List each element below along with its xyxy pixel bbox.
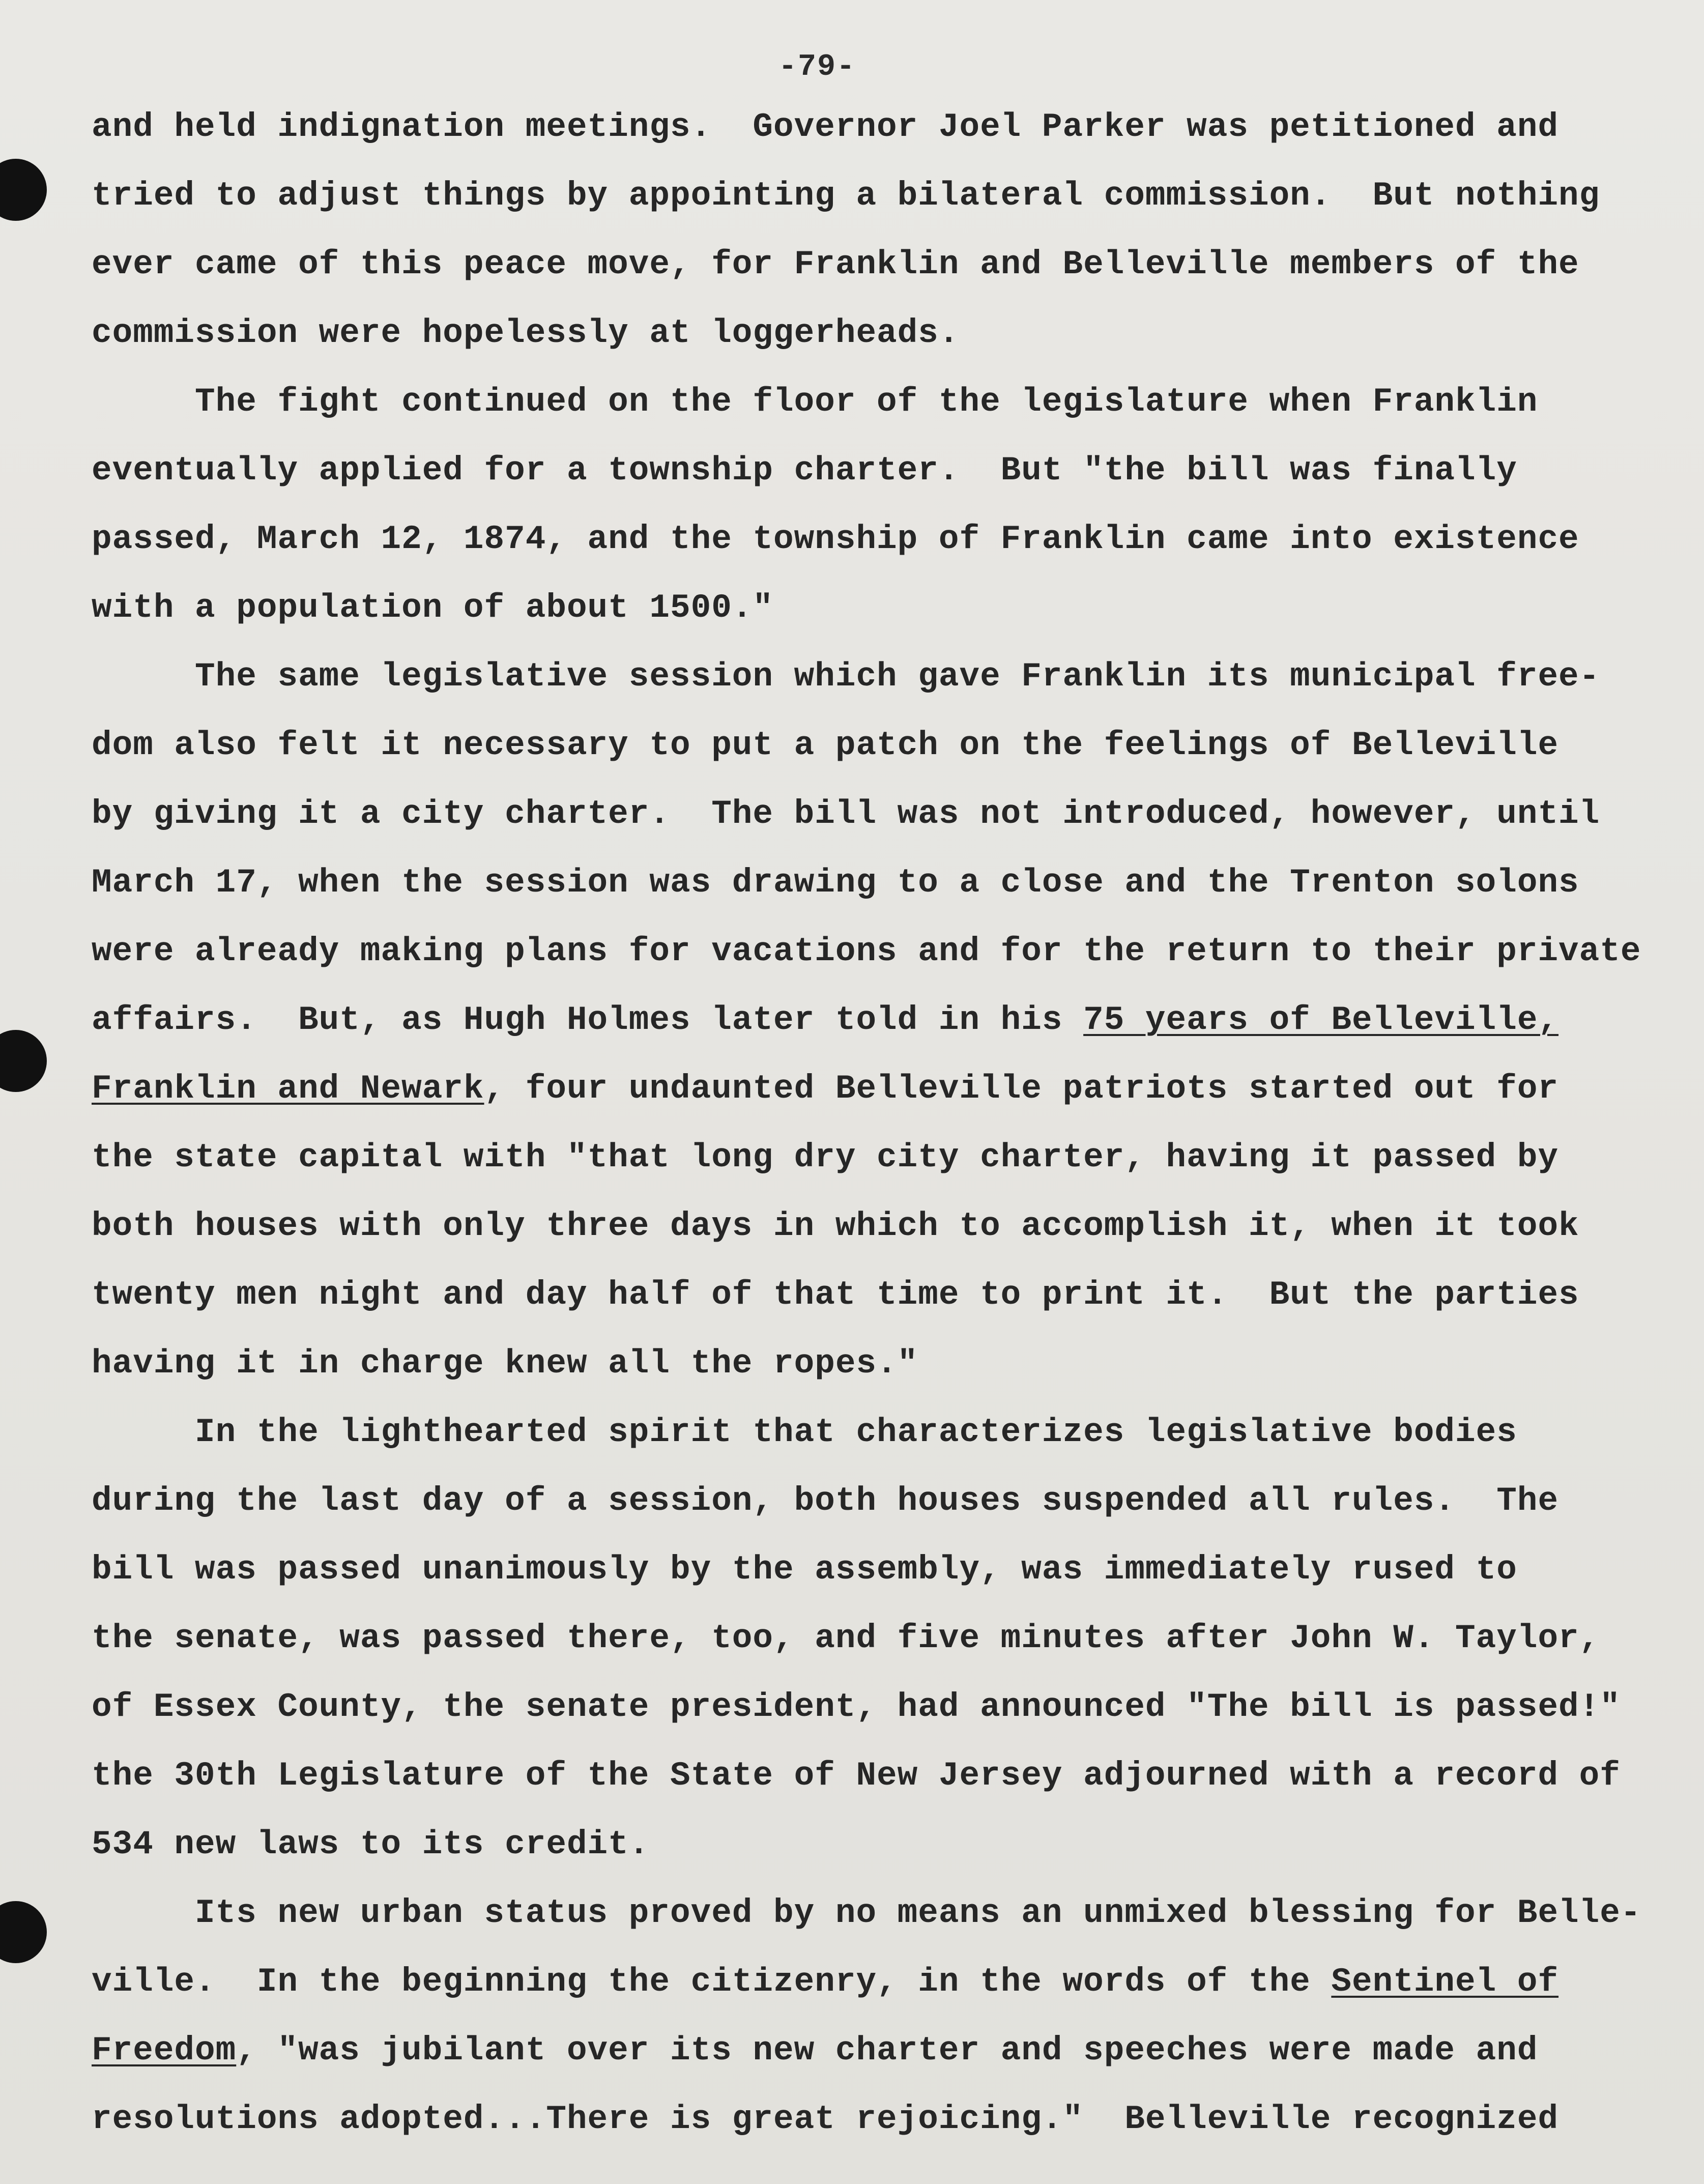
text-line: with a population of about 1500." [92, 589, 774, 627]
binder-hole-bottom [0, 1901, 47, 1963]
text-line: the 30th Legislature of the State of New Jersey adjourned with a record of [92, 1757, 1621, 1795]
text-line: tried to adjust things by appointing a bilateral commission. But nothing [92, 177, 1600, 215]
text-line: having it in charge knew all the ropes." [92, 1344, 918, 1383]
text-line [92, 2028, 1538, 2074]
binder-hole-middle [0, 1030, 47, 1092]
text-line: 534 new laws to its credit. [92, 1825, 650, 1863]
book-title-underlined-continued: Franklin and Newark [92, 1070, 484, 1108]
text-run: affairs. But, as Hugh Holmes later told in his [92, 1001, 1084, 1039]
text-line: eventually applied for a township charter. But "the bill was finally [92, 451, 1517, 490]
text-line: and held indignation meetings. Governor Joel Parker was petitioned and [92, 108, 1559, 146]
text-line: twenty men night and day half of that time to print it. But the parties [92, 1276, 1579, 1314]
book-title-underlined: 75 years of Belleville, [1083, 1001, 1559, 1039]
text-line: The fight continued on the floor of the legislature when Franklin [92, 383, 1538, 421]
text-line: of Essex County, the senate president, had announced "The bill is passed!" [92, 1688, 1621, 1726]
text-line [92, 997, 1558, 1043]
text-line: during the last day of a session, both houses suspended all rules. The [92, 1482, 1559, 1520]
text-line: passed, March 12, 1874, and the township of Franklin came into existence [92, 520, 1579, 558]
text-line: commission were hopelessly at loggerheads. [92, 314, 960, 352]
text-line: The same legislative session which gave Franklin its municipal free- [92, 657, 1600, 696]
text-line [92, 1959, 1558, 2005]
text-line: were already making plans for vacations and for the return to their private [92, 932, 1641, 970]
text-line: Its new urban status proved by no means an unmixed blessing for Belle- [92, 1894, 1641, 1932]
text-run: , "was jubilant over its new charter and speeches were made and [236, 2031, 1538, 2070]
text-line: both houses with only three days in which to accomplish it, when it took [92, 1207, 1579, 1245]
text-line: the state capital with "that long dry city charter, having it passed by [92, 1138, 1559, 1176]
text-run: , four undaunted Belleville patriots started out for [484, 1070, 1559, 1108]
text-line: by giving it a city charter. The bill was not introduced, however, until [92, 795, 1600, 833]
page-number: -79- [778, 50, 856, 84]
newspaper-title-underlined-continued: Freedom [92, 2031, 237, 2070]
text-run: ville. In the beginning the citizenry, in the words of the [92, 1963, 1332, 2001]
binder-hole-top [0, 159, 47, 221]
newspaper-title-underlined: Sentinel of [1331, 1963, 1559, 2001]
text-line: the senate, was passed there, too, and five minutes after John W. Taylor, [92, 1619, 1600, 1657]
text-line: In the lighthearted spirit that characterizes legislative bodies [92, 1413, 1517, 1451]
text-line [92, 1066, 1558, 1112]
text-line: March 17, when the session was drawing to a close and the Trenton solons [92, 864, 1579, 902]
text-line: bill was passed unanimously by the assembly, was immediately rused to [92, 1550, 1517, 1589]
text-line: ever came of this peace move, for Franklin and Belleville members of the [92, 245, 1579, 283]
text-line: resolutions adopted...There is great rejoicing." Belleville recognized [92, 2100, 1559, 2138]
text-line: dom also felt it necessary to put a patch on the feelings of Belleville [92, 726, 1559, 764]
